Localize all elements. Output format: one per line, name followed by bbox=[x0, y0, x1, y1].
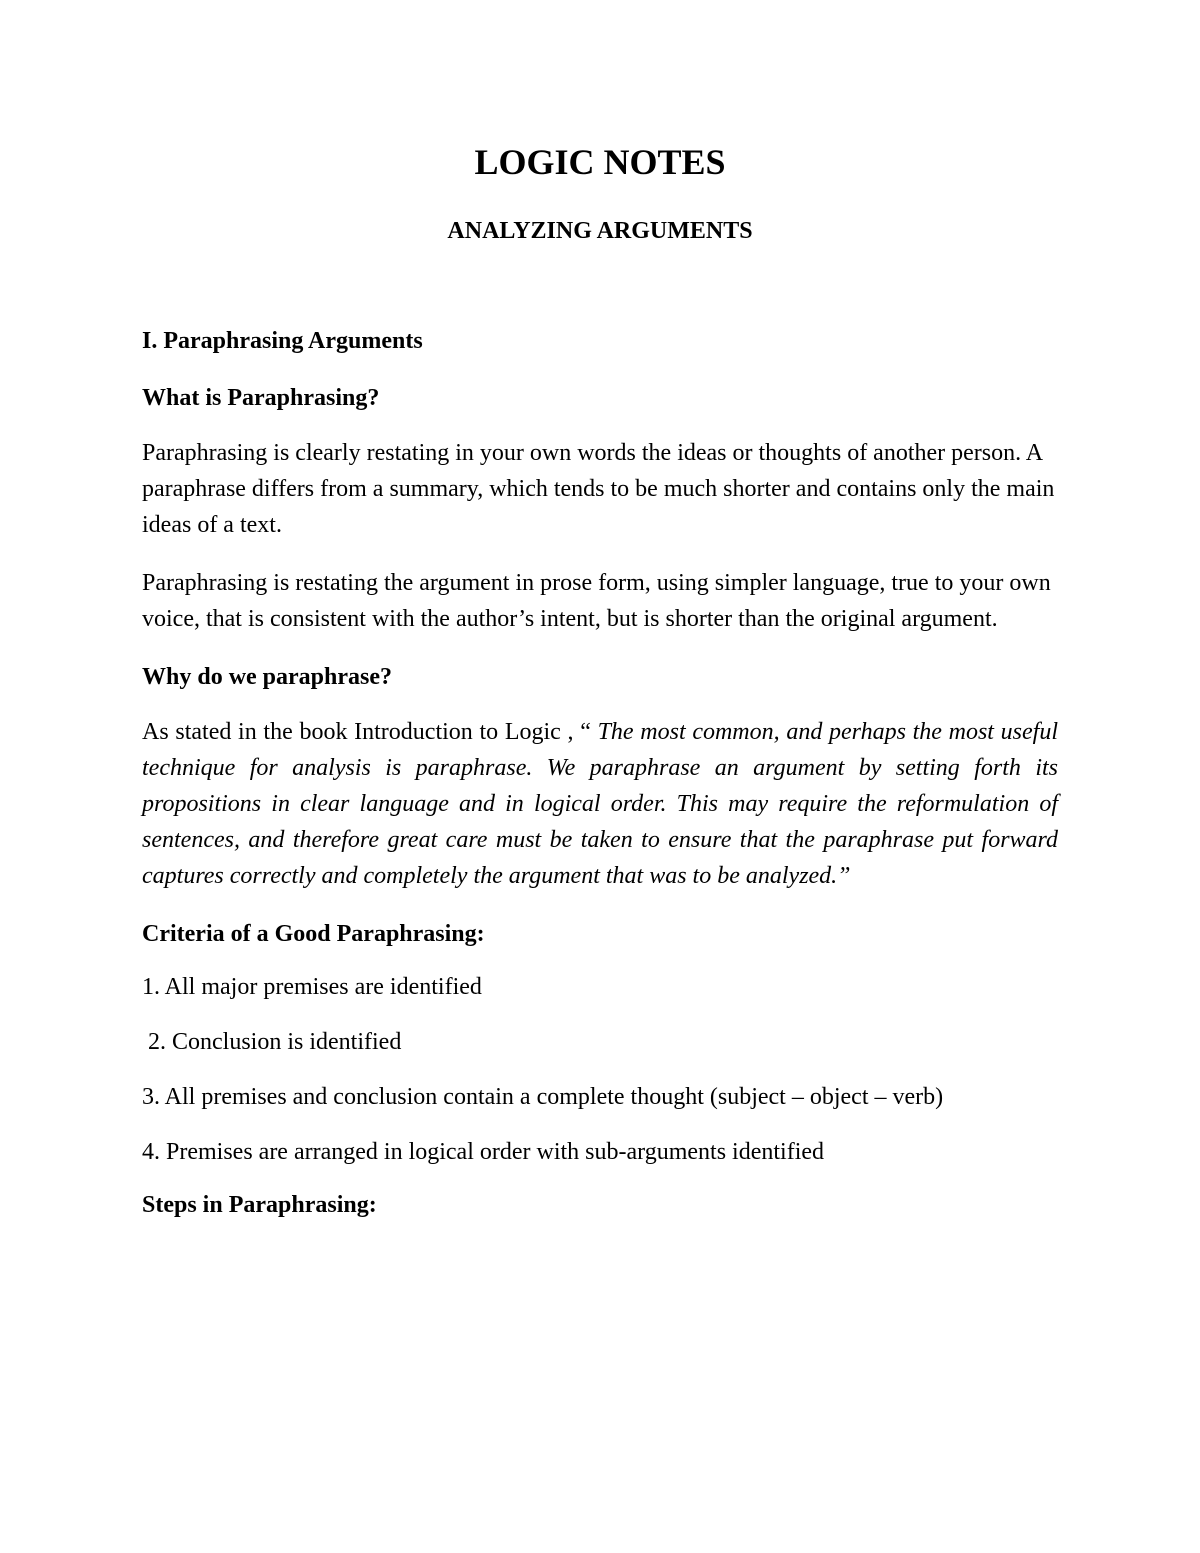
document-subtitle: ANALYZING ARGUMENTS bbox=[447, 218, 753, 244]
document-title: LOGIC NOTES bbox=[474, 142, 726, 182]
definition-2-part2: true to your own voice, that is consistent with the author’s intent, but is shorter than the bbox=[142, 570, 1051, 632]
quote-text: The most common, and perhaps the most useful technique for analysis is paraphrase. We paraphrase an argument by setting forth its propositions in clear language and in logical order. This may require the reformulation of sentences, and therefore great care must be taken to ensure that the paraphrase put forward captures correctly and completely the argument that was to be analyzed.” bbox=[142, 719, 1059, 889]
what-heading: What is Paraphrasing? bbox=[142, 385, 380, 411]
document-page bbox=[142, 130, 1058, 1220]
criteria-item-3: 3. All premises and conclusion contain a complete thought (subject – object – verb) bbox=[142, 1084, 944, 1110]
quote-open: , “ bbox=[560, 719, 598, 745]
section-heading: I. Paraphrasing Arguments bbox=[142, 328, 423, 354]
why-heading: Why do we paraphrase? bbox=[142, 664, 393, 690]
quote-book-title: the book Introduction to Logic bbox=[263, 719, 561, 745]
criteria-heading: Criteria of a Good Paraphrasing: bbox=[142, 921, 485, 947]
criteria-item-1: 1. All major premises are identified bbox=[142, 974, 482, 1000]
criteria-item-4: 4. Premises are arranged in logical order with sub-arguments identified bbox=[142, 1139, 825, 1165]
steps-heading: Steps in Paraphrasing: bbox=[142, 1192, 377, 1218]
quote-paragraph bbox=[142, 714, 1058, 894]
definition-paragraph-2 bbox=[142, 565, 1058, 637]
definition-paragraph-1: Paraphrasing is clearly restating in your own words the ideas or thoughts of another person. A paraphrase differs from a summary, which tends to be much shorter and contains only the main ideas of a text. bbox=[142, 440, 1055, 538]
criteria-item-2: 2. Conclusion is identified bbox=[148, 1029, 402, 1055]
definition-2-part3: original argument. bbox=[814, 606, 998, 632]
definition-2-part1: Paraphrasing is restating the argument in prose form, using simpler language, bbox=[142, 570, 892, 596]
quote-lead: As stated in bbox=[142, 719, 264, 745]
